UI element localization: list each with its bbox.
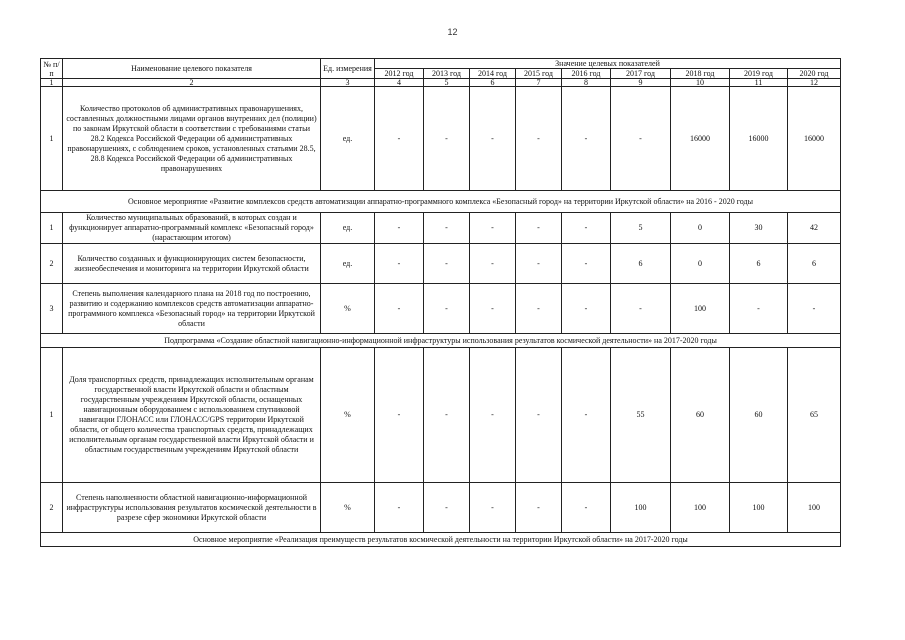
header-no: № п/п	[41, 59, 63, 79]
header-year: 2020 год	[788, 69, 841, 79]
value-cell: 0	[671, 213, 730, 244]
table-row	[41, 87, 841, 191]
table-row	[41, 483, 841, 533]
value-cell: -	[516, 348, 562, 483]
value-cell: 16000	[788, 87, 841, 191]
column-number: 3	[321, 79, 375, 87]
value-cell: 5	[611, 213, 671, 244]
section-row	[41, 191, 841, 213]
value-cell: -	[424, 483, 470, 533]
header-values: Значение целевых показателей	[375, 59, 841, 69]
header-unit: Ед. измерения	[321, 59, 375, 79]
unit-cell: %	[321, 284, 375, 334]
indicator-name: Степень наполненности областной навигационно-информационной инфраструктуры использования результатов космической деятельности в разрезе сфер экономики Иркутской области	[63, 483, 321, 533]
value-cell: -	[611, 284, 671, 334]
header-year: 2017 год	[611, 69, 671, 79]
unit-cell: %	[321, 483, 375, 533]
row-number: 3	[41, 284, 63, 334]
unit-cell: ед.	[321, 213, 375, 244]
value-cell: -	[470, 87, 516, 191]
target-indicators-table	[40, 58, 841, 547]
header-year: 2019 год	[730, 69, 788, 79]
indicator-name: Количество муниципальных образований, в которых создан и функционирует аппаратно-программный комплекс «Безопасный город» (нарастающим итогом)	[63, 213, 321, 244]
value-cell: 55	[611, 348, 671, 483]
indicator-name: Количество протоколов об административных правонарушениях, составленных должностными лицами органов внутренних дел (полиции) по законам Иркутской области в соответствии с требованиями статьи 28.2 Кодекса Российской Федерации об административных правонарушениях, с соблюдением сроков, установленных статьями 28.5, 28.8 Кодекса Российской Федерации об административных правонарушениях	[63, 87, 321, 191]
section-row	[41, 533, 841, 547]
indicator-name: Степень выполнения календарного плана на 2018 год по построению, развитию и содержанию комплексов средств автоматизации аппаратно-программного комплекса «Безопасный город» на территории Иркутской области	[63, 284, 321, 334]
column-number: 2	[63, 79, 321, 87]
header-year: 2014 год	[470, 69, 516, 79]
header-year: 2018 год	[671, 69, 730, 79]
value-cell: 42	[788, 213, 841, 244]
column-number: 5	[424, 79, 470, 87]
value-cell: -	[562, 284, 611, 334]
unit-cell: %	[321, 348, 375, 483]
value-cell: -	[470, 284, 516, 334]
section-row	[41, 334, 841, 348]
header-year: 2012 год	[375, 69, 424, 79]
value-cell: 100	[671, 284, 730, 334]
value-cell: 6	[788, 244, 841, 284]
value-cell: -	[516, 284, 562, 334]
value-cell: 16000	[730, 87, 788, 191]
section-title: Основное мероприятие «Развитие комплексов средств автоматизации аппаратно-программного комплекса «Безопасный город» на территории Иркутской области» на 2016 - 2020 годы	[41, 191, 841, 213]
column-number: 8	[562, 79, 611, 87]
value-cell: -	[375, 213, 424, 244]
value-cell: -	[424, 213, 470, 244]
column-number: 9	[611, 79, 671, 87]
row-number: 1	[41, 213, 63, 244]
table-row	[41, 213, 841, 244]
value-cell: -	[424, 348, 470, 483]
value-cell: -	[611, 87, 671, 191]
value-cell: -	[470, 348, 516, 483]
header-year: 2013 год	[424, 69, 470, 79]
value-cell: -	[516, 213, 562, 244]
value-cell: 100	[788, 483, 841, 533]
table-row	[41, 284, 841, 334]
indicator-name: Количество созданных и функционирующих систем безопасности, жизнеобеспечения и мониторинга на территории Иркутской области	[63, 244, 321, 284]
value-cell: -	[375, 348, 424, 483]
value-cell: -	[470, 483, 516, 533]
value-cell: -	[424, 244, 470, 284]
value-cell: 30	[730, 213, 788, 244]
value-cell: -	[375, 483, 424, 533]
value-cell: -	[562, 348, 611, 483]
value-cell: 0	[671, 244, 730, 284]
value-cell: -	[424, 87, 470, 191]
column-number: 11	[730, 79, 788, 87]
column-number: 7	[516, 79, 562, 87]
value-cell: -	[562, 87, 611, 191]
page-number: 12	[447, 27, 458, 37]
column-number: 12	[788, 79, 841, 87]
unit-cell: ед.	[321, 87, 375, 191]
value-cell: -	[375, 244, 424, 284]
header-year: 2016 год	[562, 69, 611, 79]
row-number: 1	[41, 348, 63, 483]
header-year: 2015 год	[516, 69, 562, 79]
column-numbers-row	[41, 79, 841, 87]
value-cell: -	[470, 244, 516, 284]
value-cell: -	[516, 87, 562, 191]
value-cell: -	[562, 483, 611, 533]
value-cell: -	[730, 284, 788, 334]
value-cell: 6	[611, 244, 671, 284]
header-row-top	[41, 59, 841, 69]
column-number: 4	[375, 79, 424, 87]
column-number: 6	[470, 79, 516, 87]
header-name: Наименование целевого показателя	[63, 59, 321, 79]
value-cell: -	[470, 213, 516, 244]
value-cell: -	[516, 483, 562, 533]
table-row	[41, 244, 841, 284]
value-cell: 100	[671, 483, 730, 533]
row-number: 2	[41, 244, 63, 284]
unit-cell: ед.	[321, 244, 375, 284]
value-cell: -	[516, 244, 562, 284]
value-cell: -	[424, 284, 470, 334]
value-cell: -	[788, 284, 841, 334]
value-cell: 6	[730, 244, 788, 284]
value-cell: -	[375, 87, 424, 191]
value-cell: 60	[730, 348, 788, 483]
section-title: Подпрограмма «Создание областной навигационно-информационной инфраструктуры использования результатов космической деятельности» на 2017-2020 годы	[41, 334, 841, 348]
table-row	[41, 348, 841, 483]
value-cell: -	[562, 213, 611, 244]
row-number: 1	[41, 87, 63, 191]
value-cell: 60	[671, 348, 730, 483]
indicator-name: Доля транспортных средств, принадлежащих исполнительным органам государственной власти Иркутской области и областным государственным учреждениям Иркутской области, оснащенных навигационным оборудованием с использованием спутниковой навигации ГЛОНАСС или ГЛОНАСС/GPS территории Иркутской области, от общего количества транспортных средств, принадлежащих исполнительным органам государственной власти Иркутской области и областным государственным учреждениям Иркутской области	[63, 348, 321, 483]
value-cell: 16000	[671, 87, 730, 191]
value-cell: 100	[611, 483, 671, 533]
column-number: 10	[671, 79, 730, 87]
section-title: Основное мероприятие «Реализация преимуществ результатов космической деятельности на территории Иркутской области» на 2017-2020 годы	[41, 533, 841, 547]
column-number: 1	[41, 79, 63, 87]
value-cell: -	[562, 244, 611, 284]
value-cell: -	[375, 284, 424, 334]
value-cell: 65	[788, 348, 841, 483]
row-number: 2	[41, 483, 63, 533]
value-cell: 100	[730, 483, 788, 533]
